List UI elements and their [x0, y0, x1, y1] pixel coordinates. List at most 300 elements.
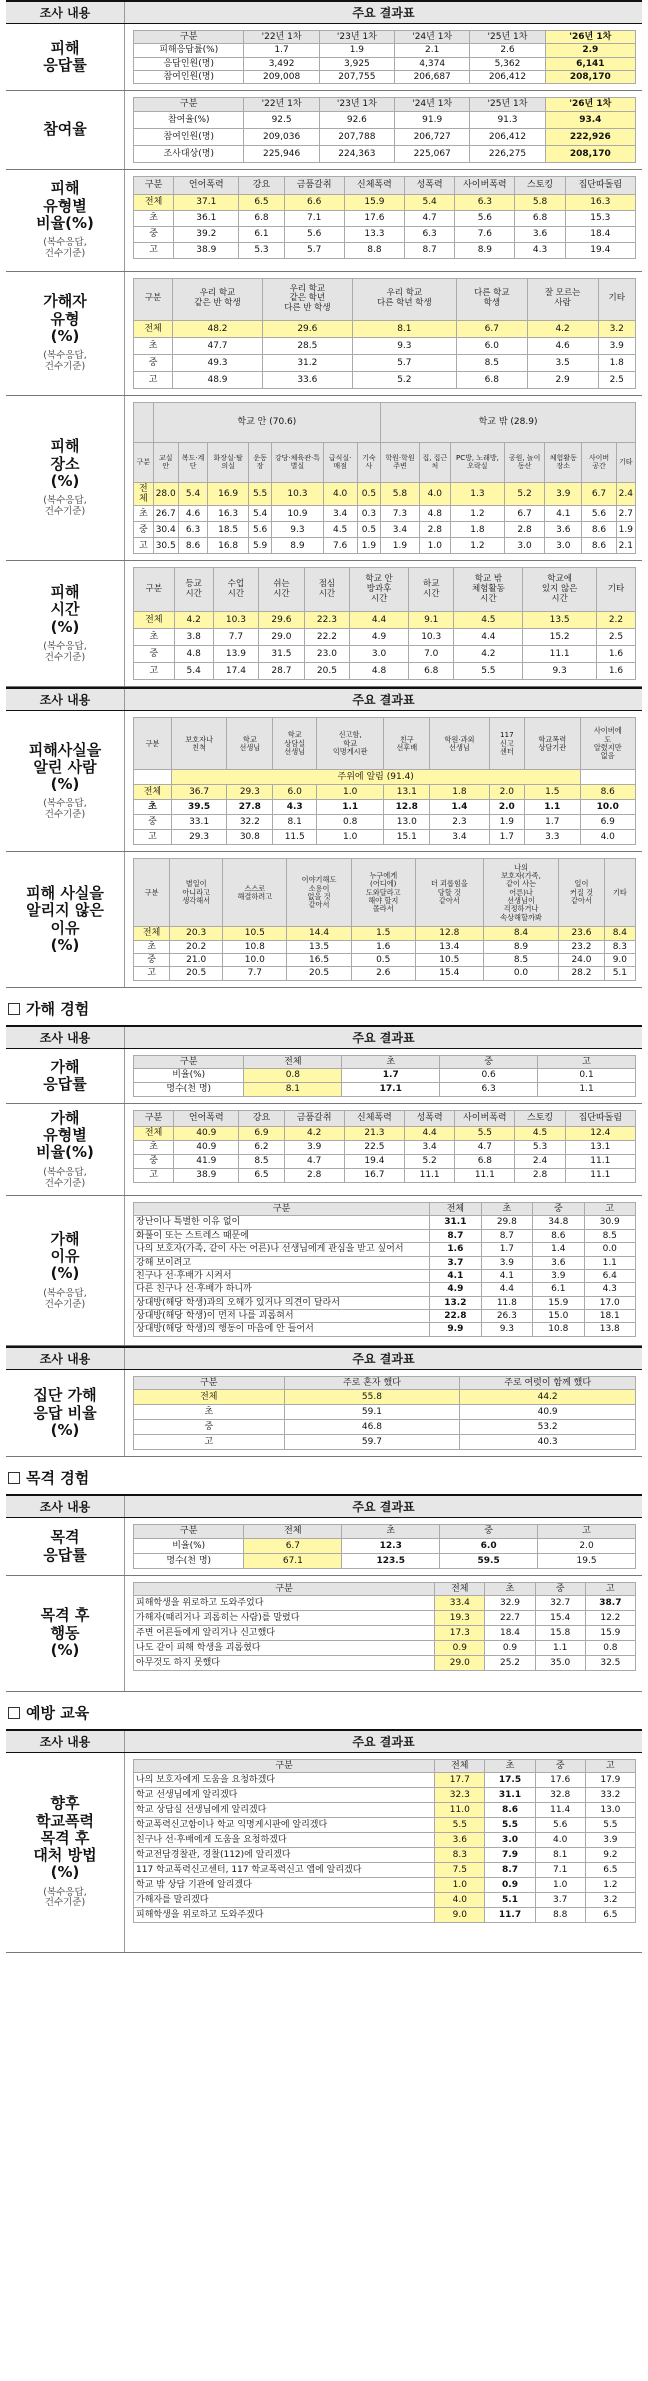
- table-cell: 전체: [134, 927, 170, 940]
- table-cell: 1.1: [525, 800, 580, 815]
- table-cell: 8.9: [483, 940, 558, 953]
- w2-table: [133, 1582, 636, 1671]
- table-cell: 5.5: [454, 663, 523, 680]
- table-cell: 초: [134, 210, 174, 226]
- table-header-cell: '23년 1차: [319, 31, 394, 44]
- s4-title: 가해자 유형 (%): [43, 292, 87, 345]
- table-cell: 22.7: [485, 1611, 535, 1626]
- notice-row: [134, 770, 636, 785]
- table-cell: 3.0: [485, 1833, 535, 1848]
- table-header-row: [134, 568, 636, 612]
- table-cell: 38.9: [174, 242, 239, 258]
- table-cell: 3,925: [319, 57, 394, 70]
- table-cell: 34.8: [533, 1216, 584, 1229]
- table-cell: 6.7: [582, 482, 616, 506]
- table-row: [134, 57, 636, 70]
- table-cell: 20.5: [287, 967, 351, 980]
- a4-title: 집단 가해 응답 비율 (%): [33, 1386, 97, 1439]
- table-cell: 15.9: [533, 1296, 584, 1309]
- checkbox-square-icon: [8, 1472, 20, 1484]
- table-cell: 7.1: [284, 210, 344, 226]
- table-cell: 11.1: [565, 1169, 635, 1183]
- table-cell: 31.1: [430, 1216, 481, 1229]
- table-cell: 2.3: [430, 815, 489, 830]
- table-cell: 4.2: [284, 1127, 344, 1141]
- table-header-cell: '22년 1차: [244, 98, 319, 111]
- table-cell: 4.9: [350, 629, 409, 646]
- table-cell: 2.5: [596, 629, 635, 646]
- table-header-cell: 신체폭력: [344, 1111, 404, 1127]
- table-header-cell: 성폭력: [405, 176, 455, 194]
- table-cell: 41.9: [174, 1155, 239, 1169]
- table-cell: 17.6: [535, 1773, 585, 1788]
- table-cell: 32.5: [585, 1656, 635, 1671]
- table-cell: 8.6: [485, 1803, 535, 1818]
- table-row: [134, 1863, 636, 1878]
- table-header-cell: 구분: [134, 1111, 174, 1127]
- table-cell: 1.5: [351, 927, 415, 940]
- s3-body: [124, 170, 642, 271]
- table-header-cell: PC방, 노래방, 오락실: [450, 442, 504, 482]
- table-cell: 응답인원(명): [134, 57, 244, 70]
- table-cell: 3.4: [381, 522, 420, 538]
- table-cell: 3.6: [435, 1833, 485, 1848]
- table-cell: 6.7: [456, 320, 527, 337]
- table-header-cell: '25년 1차: [470, 31, 545, 44]
- table-row: [134, 506, 636, 522]
- table-header-cell: 중: [535, 1582, 585, 1595]
- table-header-cell: 구분: [134, 859, 170, 927]
- table-header-cell: '25년 1차: [470, 98, 545, 111]
- header-col-results: 주요 결과표: [124, 689, 642, 710]
- table-cell: 4.8: [350, 663, 409, 680]
- table-cell: 아무것도 하지 못했다: [134, 1656, 435, 1671]
- table-header-cell: '26년 1차: [545, 31, 635, 44]
- a2-body: [124, 1104, 642, 1195]
- table-cell: 5.2: [352, 371, 456, 388]
- table-header-cell: 교실안: [153, 442, 178, 482]
- table-cell: 가해자를 말리겠다: [134, 1893, 435, 1908]
- table-cell: 9.1: [408, 612, 454, 629]
- table-cell: 19.4: [344, 1155, 404, 1169]
- table-cell: 2.8: [515, 1169, 565, 1183]
- table-cell: 5.7: [284, 242, 344, 258]
- table-cell: 13.1: [565, 1141, 635, 1155]
- table-cell: 8.8: [344, 242, 404, 258]
- table-cell: 0.5: [351, 954, 415, 967]
- header-col-content: 조사 내용: [39, 6, 91, 20]
- table-cell: 26.3: [481, 1309, 532, 1322]
- table-cell: 3.2: [585, 1893, 635, 1908]
- table-cell: 3.6: [533, 1256, 584, 1269]
- table-cell: 208,170: [545, 145, 635, 162]
- table-cell: 18.5: [208, 522, 249, 538]
- table-cell: 1.7: [244, 44, 319, 57]
- table-cell: 55.8: [284, 1390, 460, 1405]
- table-cell: 0.6: [440, 1069, 538, 1083]
- table-cell: 6.0: [456, 337, 527, 354]
- table-row: [134, 967, 636, 980]
- table-cell: 6,141: [545, 57, 635, 70]
- table-cell: 11.0: [435, 1803, 485, 1818]
- table-cell: 4.5: [454, 612, 523, 629]
- section-header: [6, 1346, 642, 1370]
- table-cell: 3.4: [430, 830, 489, 845]
- table-cell: 15.0: [533, 1309, 584, 1322]
- table-cell: 8.9: [272, 538, 323, 554]
- table-cell: 9.9: [430, 1323, 481, 1336]
- table-row: [134, 1420, 636, 1435]
- table-cell: 123.5: [342, 1553, 440, 1568]
- table-cell: 비율(%): [134, 1538, 244, 1553]
- table-header-cell: 신체폭력: [344, 176, 404, 194]
- table-row: [134, 1893, 636, 1908]
- table-cell: 4.4: [405, 1127, 455, 1141]
- w2-body: [124, 1576, 642, 1691]
- table-header-cell: 구분: [134, 718, 172, 770]
- table-header-cell: 친구 선후배: [384, 718, 430, 770]
- table-cell: 고: [134, 830, 172, 845]
- table-cell: 5.4: [405, 194, 455, 210]
- table-header-row: [134, 176, 636, 194]
- table-cell: 19.3: [435, 1611, 485, 1626]
- table-row: [134, 354, 636, 371]
- table-cell: 1.2: [450, 538, 504, 554]
- table-cell: 10.0: [580, 800, 636, 815]
- table-header-cell: 구분: [134, 31, 244, 44]
- checkbox-square-icon: [8, 1707, 20, 1719]
- table-header-cell: 별일이 아니라고 생각해서: [170, 859, 223, 927]
- table-row: [134, 940, 636, 953]
- table-cell: 4,374: [395, 57, 470, 70]
- table-header-cell: 구분: [134, 1582, 435, 1595]
- table-cell: 6.3: [178, 522, 208, 538]
- table-row: [134, 1538, 636, 1553]
- table-cell: 0.9: [485, 1878, 535, 1893]
- table-cell: 2.6: [351, 967, 415, 980]
- header-col-results: 주요 결과표: [124, 2, 642, 23]
- table-cell: 33.1: [171, 815, 226, 830]
- table-cell: 0.0: [584, 1243, 635, 1256]
- table-cell: 1.9: [357, 538, 380, 554]
- w1-label: [6, 1518, 124, 1574]
- s6-row: [6, 561, 642, 687]
- table-cell: 12.8: [384, 800, 430, 815]
- table-cell: 다른 친구나 선·후배가 하니까: [134, 1283, 430, 1296]
- table-cell: 8.5: [239, 1155, 284, 1169]
- table-row: [134, 210, 636, 226]
- table-cell: 92.6: [319, 111, 394, 128]
- table-cell: 5.5: [435, 1818, 485, 1833]
- table-cell: 중: [134, 1420, 285, 1435]
- table-cell: 6.7: [504, 506, 544, 522]
- table-header-cell: 스토킹: [515, 176, 565, 194]
- s1-title: 피해 응답률: [43, 38, 87, 75]
- table-cell: 7.6: [323, 538, 357, 554]
- table-cell: 4.0: [419, 482, 450, 506]
- table-cell: 3.9: [481, 1256, 532, 1269]
- table-cell: 4.8: [174, 646, 213, 663]
- s2-table: [133, 97, 636, 162]
- table-header-cell: 주로 여럿이 함께 했다: [460, 1377, 636, 1390]
- table-cell: 1.8: [430, 785, 489, 800]
- table-cell: 7.9: [485, 1848, 535, 1863]
- table-cell: 2.4: [616, 482, 635, 506]
- table-cell: 5.5: [248, 482, 271, 506]
- s4-body: [124, 272, 642, 395]
- table-cell: 209,008: [244, 71, 319, 84]
- table-cell: 4.0: [435, 1893, 485, 1908]
- a1-label: [6, 1049, 124, 1103]
- table-cell: 7.5: [435, 1863, 485, 1878]
- table-cell: 나도 같이 피해 학생을 괴롭혔다: [134, 1641, 435, 1656]
- table-header-cell: 복도·계단: [178, 442, 208, 482]
- table-header-cell: 강요: [239, 176, 284, 194]
- table-cell: 13.1: [384, 785, 430, 800]
- table-cell: 8.6: [582, 522, 616, 538]
- table-cell: 전체: [134, 612, 175, 629]
- table-cell: 초: [134, 337, 173, 354]
- table-cell: 18.1: [584, 1309, 635, 1322]
- table-cell: 4.6: [527, 337, 598, 354]
- table-cell: 206,687: [395, 71, 470, 84]
- table-cell: 16.3: [208, 506, 249, 522]
- table-cell: 5.1: [604, 967, 635, 980]
- table-cell: 15.1: [384, 830, 430, 845]
- s5-subtitle: (복수응답, 건수기준): [43, 495, 87, 517]
- table-header-cell: 더 괴롭힘을 당할 것 같아서: [415, 859, 483, 927]
- table-cell: 38.9: [174, 1169, 239, 1183]
- s6-label: [6, 561, 124, 686]
- table-header-row: [134, 1759, 636, 1772]
- table-row: [134, 337, 636, 354]
- table-cell: 고: [134, 371, 173, 388]
- table-cell: 참여인원(명): [134, 71, 244, 84]
- table-cell: 25.2: [485, 1656, 535, 1671]
- table-header-cell: 전체: [430, 1203, 481, 1216]
- table-cell: 29.6: [259, 612, 305, 629]
- table-cell: 전체: [134, 1127, 174, 1141]
- table-cell: 40.9: [174, 1141, 239, 1155]
- table-cell: 5.5: [585, 1818, 635, 1833]
- table-header-row: [134, 98, 636, 111]
- table-row: [134, 1229, 636, 1242]
- table-header-cell: 공원, 놀이동산: [504, 442, 544, 482]
- table-cell: 8.1: [352, 320, 456, 337]
- table-header-cell: 전체: [435, 1582, 485, 1595]
- table-cell: 강해 보이려고: [134, 1256, 430, 1269]
- table-cell: 상대방(해당 학생)이 먼저 나를 괴롭혀서: [134, 1309, 430, 1322]
- table-cell: 4.7: [455, 1141, 515, 1155]
- a3-table: [133, 1202, 636, 1336]
- table-header-cell: 집, 집근처: [419, 442, 450, 482]
- table-cell: 초: [134, 629, 175, 646]
- table-cell: 3.7: [535, 1893, 585, 1908]
- table-header-cell: 우리 학교 다른 학년 학생: [352, 278, 456, 320]
- table-cell: 11.5: [273, 830, 317, 845]
- table-cell: 17.3: [435, 1626, 485, 1641]
- table-cell: 31.1: [485, 1788, 535, 1803]
- table-header-cell: 기타: [596, 568, 635, 612]
- table-cell: 3.9: [585, 1833, 635, 1848]
- table-cell: 222,926: [545, 128, 635, 145]
- section-header: [6, 687, 642, 711]
- table-header-cell: 언어폭력: [174, 1111, 239, 1127]
- table-cell: 117 학교폭력신고센터, 117 학교폭력신고 앱에 알리겠다: [134, 1863, 435, 1878]
- table-cell: 7.0: [408, 646, 454, 663]
- table-cell: 13.5: [287, 940, 351, 953]
- a3-row: [6, 1196, 642, 1346]
- table-cell: 0.1: [538, 1069, 636, 1083]
- header-col-content: 조사 내용: [39, 1500, 91, 1515]
- s4-label: [6, 272, 124, 395]
- table-header-cell: 신고함, 학교 익명게시판: [317, 718, 384, 770]
- table-cell: 9.0: [604, 954, 635, 967]
- table-cell: 4.1: [545, 506, 582, 522]
- table-cell: 4.0: [535, 1833, 585, 1848]
- table-cell: 2.6: [470, 44, 545, 57]
- table-cell: 0.9: [435, 1641, 485, 1656]
- table-cell: 친구나 선·후배에게 도움을 요청하겠다: [134, 1833, 435, 1848]
- table-cell: 4.0: [323, 482, 357, 506]
- s1-body: [124, 24, 642, 90]
- a2-row: [6, 1104, 642, 1196]
- table-row: [134, 1127, 636, 1141]
- table-header-cell: 수업 시간: [213, 568, 259, 612]
- table-cell: 8.6: [582, 538, 616, 554]
- table-cell: 4.1: [481, 1269, 532, 1282]
- table-cell: 8.1: [535, 1848, 585, 1863]
- table-cell: 5.4: [178, 482, 208, 506]
- table-cell: 화풀이 또는 스트레스 때문에: [134, 1229, 430, 1242]
- table-cell: 28.7: [259, 663, 305, 680]
- table-header-cell: 학원·과외 선생님: [430, 718, 489, 770]
- header-col-results: 주요 결과표: [124, 1027, 642, 1048]
- table-header-cell: 하교 시간: [408, 568, 454, 612]
- table-cell: 59.5: [440, 1553, 538, 1568]
- table-cell: 5.6: [455, 210, 515, 226]
- table-cell: 0.5: [357, 522, 380, 538]
- table-header-cell: 보호자나 친척: [171, 718, 226, 770]
- table-cell: 7.7: [223, 967, 287, 980]
- table-row: [134, 927, 636, 940]
- table-cell: 5.1: [485, 1893, 535, 1908]
- table-cell: 15.4: [415, 967, 483, 980]
- table-cell: 고: [134, 242, 174, 258]
- table-cell: 6.3: [405, 226, 455, 242]
- table-cell: 9.2: [585, 1848, 635, 1863]
- table-cell: 46.8: [284, 1420, 460, 1435]
- table-header-cell: 누구에게 (어디에) 도와달라고 해야 할지 몰라서: [351, 859, 415, 927]
- table-cell: 비율(%): [134, 1069, 244, 1083]
- table-cell: 13.4: [415, 940, 483, 953]
- table-cell: 29.3: [227, 785, 273, 800]
- table-cell: 5.5: [455, 1127, 515, 1141]
- table-row: [134, 663, 636, 680]
- table-cell: 224,363: [319, 145, 394, 162]
- a3-title: 가해 이유 (%): [50, 1229, 80, 1283]
- table-cell: 2.4: [515, 1155, 565, 1169]
- checkbox-square-icon: [8, 1003, 20, 1015]
- table-cell: 0.5: [357, 482, 380, 506]
- table-header-cell: 사이버폭력: [455, 176, 515, 194]
- s6-body: [124, 561, 642, 686]
- table-cell: 9.3: [481, 1323, 532, 1336]
- table-cell: 29.8: [481, 1216, 532, 1229]
- table-cell: 5.6: [535, 1818, 585, 1833]
- table-row: [134, 1803, 636, 1818]
- s4-table: [133, 278, 636, 389]
- table-cell: 5.9: [248, 538, 271, 554]
- table-cell: 4.1: [430, 1269, 481, 1282]
- table-cell: 37.1: [174, 194, 239, 210]
- table-cell: 4.4: [454, 629, 523, 646]
- table-cell: 8.1: [273, 815, 317, 830]
- table-header-cell: 구분: [134, 442, 154, 482]
- table-row: [134, 1553, 636, 1568]
- table-cell: 10.9: [272, 506, 323, 522]
- table-cell: 4.2: [174, 612, 213, 629]
- s2-title: 참여율: [43, 120, 87, 139]
- table-cell: 중: [134, 954, 170, 967]
- table-cell: 33.4: [435, 1596, 485, 1611]
- table-cell: 초: [134, 506, 154, 522]
- table-cell: 208,170: [545, 71, 635, 84]
- table-cell: 1.0: [317, 785, 384, 800]
- table-cell: 2.1: [616, 538, 635, 554]
- table-cell: 4.5: [515, 1127, 565, 1141]
- table-cell: 6.8: [239, 210, 284, 226]
- table-header-cell: '23년 1차: [319, 98, 394, 111]
- table-cell: 5,362: [470, 57, 545, 70]
- table-row: [134, 1390, 636, 1405]
- table-cell: 5.2: [504, 482, 544, 506]
- table-cell: 26.7: [153, 506, 178, 522]
- table-row: [134, 800, 636, 815]
- a2-title: 가해 유형별 비율(%): [36, 1108, 94, 1162]
- table-cell: 학교폭력신고함이나 학교 익명게시판에 알리겠다: [134, 1818, 435, 1833]
- table-cell: 206,412: [470, 71, 545, 84]
- table-cell: 11.1: [455, 1169, 515, 1183]
- section-title-text: 예방 교육: [26, 1703, 90, 1722]
- s7-body: [124, 711, 642, 851]
- table-cell: 10.8: [533, 1323, 584, 1336]
- table-cell: 31.2: [262, 354, 352, 371]
- table-cell: 59.7: [284, 1435, 460, 1450]
- table-row: [134, 145, 636, 162]
- a4-row: [6, 1370, 642, 1457]
- table-header-cell: 나의 보호자(가족, 같이 사는 어른)나 선생님이 걱정하거나 속상해할까봐: [483, 859, 558, 927]
- table-cell: 2.8: [284, 1169, 344, 1183]
- table-cell: 1.3: [450, 482, 504, 506]
- table-header-cell: 성폭력: [405, 1111, 455, 1127]
- notice-cell: 주위에 알림 (91.4): [171, 770, 580, 785]
- table-header-cell: 이야기해도 소용이 없을 것 같아서: [287, 859, 351, 927]
- table-row: [134, 1773, 636, 1788]
- table-cell: 92.5: [244, 111, 319, 128]
- table-cell: 4.9: [430, 1283, 481, 1296]
- header-col-results: 주요 결과표: [124, 1731, 642, 1752]
- table-cell: 3.4: [405, 1141, 455, 1155]
- table-header-cell: 구분: [134, 176, 174, 194]
- table-row: [134, 128, 636, 145]
- table-cell: 22.5: [344, 1141, 404, 1155]
- table-cell: 4.0: [580, 830, 636, 845]
- s8-body: [124, 852, 642, 986]
- table-cell: 4.2: [454, 646, 523, 663]
- table-cell: 8.7: [430, 1229, 481, 1242]
- table-cell: 29.6: [262, 320, 352, 337]
